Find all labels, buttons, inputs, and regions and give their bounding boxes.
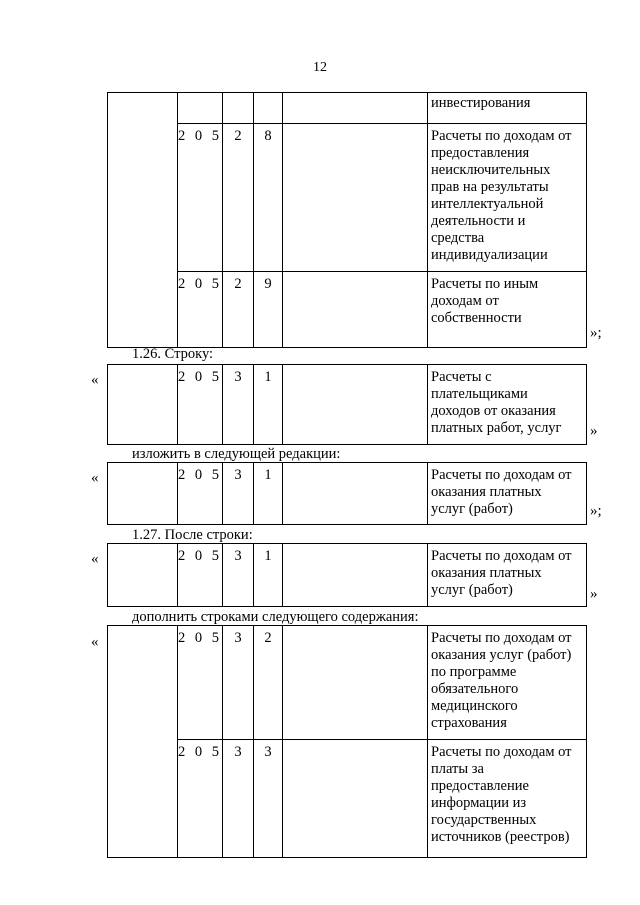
- page-number: 12: [313, 60, 327, 75]
- code-part-1: 2 0 5: [178, 740, 223, 858]
- section-heading: дополнить строками следующего содержания:: [132, 609, 419, 625]
- code-table-new-row: [107, 462, 587, 525]
- empty-left-cell: [108, 626, 178, 858]
- name-line: интеллектуальной: [431, 196, 544, 212]
- code-part-3: 3: [254, 740, 283, 858]
- account-name: [428, 124, 587, 272]
- name-line: Расчеты с: [431, 369, 492, 385]
- code-part-2: 3: [223, 740, 254, 858]
- account-name: [428, 626, 587, 740]
- code-part-3: 1: [254, 463, 283, 525]
- name-line: плательщиками: [431, 386, 528, 402]
- name-line: прав на результаты: [431, 179, 549, 195]
- code-part-1: 2 0 5: [178, 544, 223, 607]
- name-line: индивидуализации: [431, 247, 548, 263]
- code-part-2: [223, 93, 254, 124]
- empty-cell: [283, 272, 428, 348]
- name-line: инвестирования: [431, 95, 531, 111]
- empty-left-cell: [108, 365, 178, 445]
- code-part-3: 8: [254, 124, 283, 272]
- account-name: [428, 93, 587, 124]
- name-line: Расчеты по доходам от: [431, 744, 572, 760]
- code-part-1: 2 0 5: [178, 463, 223, 525]
- empty-cell: [283, 93, 428, 124]
- name-line: платы за: [431, 761, 484, 777]
- code-part-3: 1: [254, 544, 283, 607]
- section-heading: изложить в следующей редакции:: [132, 446, 341, 462]
- code-table-added-rows: [107, 625, 587, 858]
- name-line: Расчеты по иным: [431, 276, 539, 292]
- name-line: доходам от: [431, 293, 499, 309]
- name-line: Расчеты по доходам от: [431, 128, 572, 144]
- table-row: [108, 365, 587, 445]
- code-part-3: [254, 93, 283, 124]
- name-line: услуг (работ): [431, 582, 513, 598]
- name-line: обязательного: [431, 681, 519, 697]
- empty-left-cell: [108, 93, 178, 348]
- section-heading: 1.26. Строку:: [132, 346, 214, 362]
- opening-quote: «: [91, 372, 99, 388]
- code-part-1: 2 0 5: [178, 365, 223, 445]
- code-table-old-row: [107, 364, 587, 445]
- code-table-after-row: [107, 543, 587, 607]
- code-part-1: 2 0 5: [178, 124, 223, 272]
- name-line: Расчеты по доходам от: [431, 630, 572, 646]
- table-row: [108, 463, 587, 525]
- name-line: предоставления: [431, 145, 530, 161]
- name-line: средства: [431, 230, 485, 246]
- empty-left-cell: [108, 463, 178, 525]
- name-line: платных работ, услуг: [431, 420, 562, 436]
- code-part-3: 1: [254, 365, 283, 445]
- opening-quote: «: [91, 551, 99, 567]
- name-line: государственных: [431, 812, 537, 828]
- name-line: Расчеты по доходам от: [431, 467, 572, 483]
- code-part-2: 3: [223, 463, 254, 525]
- table-row: [108, 124, 587, 272]
- table-row: [108, 626, 587, 740]
- name-line: Расчеты по доходам от: [431, 548, 572, 564]
- name-line: предоставление: [431, 778, 529, 794]
- name-line: источников (реестров): [431, 829, 570, 845]
- name-line: услуг (работ): [431, 501, 513, 517]
- name-line: деятельности и: [431, 213, 526, 229]
- opening-quote: «: [91, 634, 99, 650]
- empty-cell: [283, 124, 428, 272]
- code-part-1: [178, 93, 223, 124]
- name-line: по программе: [431, 664, 517, 680]
- code-part-1: 2 0 5: [178, 272, 223, 348]
- code-part-3: 9: [254, 272, 283, 348]
- code-part-1: 2 0 5: [178, 626, 223, 740]
- code-table-continuation: [107, 92, 587, 348]
- name-line: информации из: [431, 795, 527, 811]
- code-part-2: 2: [223, 272, 254, 348]
- closing-quote: »;: [590, 503, 602, 519]
- closing-quote: »;: [590, 325, 602, 341]
- empty-cell: [283, 463, 428, 525]
- empty-cell: [283, 544, 428, 607]
- name-line: оказания услуг (работ): [431, 647, 572, 663]
- closing-quote: »: [590, 586, 598, 602]
- table-row: [108, 272, 587, 348]
- name-line: доходов от оказания: [431, 403, 556, 419]
- code-part-2: 2: [223, 124, 254, 272]
- name-line: страхования: [431, 715, 507, 731]
- code-part-3: 2: [254, 626, 283, 740]
- code-part-2: 3: [223, 365, 254, 445]
- code-part-2: 3: [223, 626, 254, 740]
- name-line: неисключительных: [431, 162, 551, 178]
- opening-quote: «: [91, 470, 99, 486]
- empty-cell: [283, 365, 428, 445]
- table-row: [108, 93, 587, 124]
- empty-cell: [283, 626, 428, 740]
- account-name: [428, 740, 587, 858]
- account-name: [428, 272, 587, 348]
- account-name: [428, 463, 587, 525]
- empty-cell: [283, 740, 428, 858]
- name-line: собственности: [431, 310, 522, 326]
- name-line: медицинского: [431, 698, 518, 714]
- code-part-2: 3: [223, 544, 254, 607]
- table-row: [108, 544, 587, 607]
- name-line: оказания платных: [431, 565, 542, 581]
- account-name: [428, 544, 587, 607]
- name-line: оказания платных: [431, 484, 542, 500]
- section-heading: 1.27. После строки:: [132, 527, 253, 543]
- table-row: [108, 740, 587, 858]
- closing-quote: »: [590, 423, 598, 439]
- empty-left-cell: [108, 544, 178, 607]
- account-name: [428, 365, 587, 445]
